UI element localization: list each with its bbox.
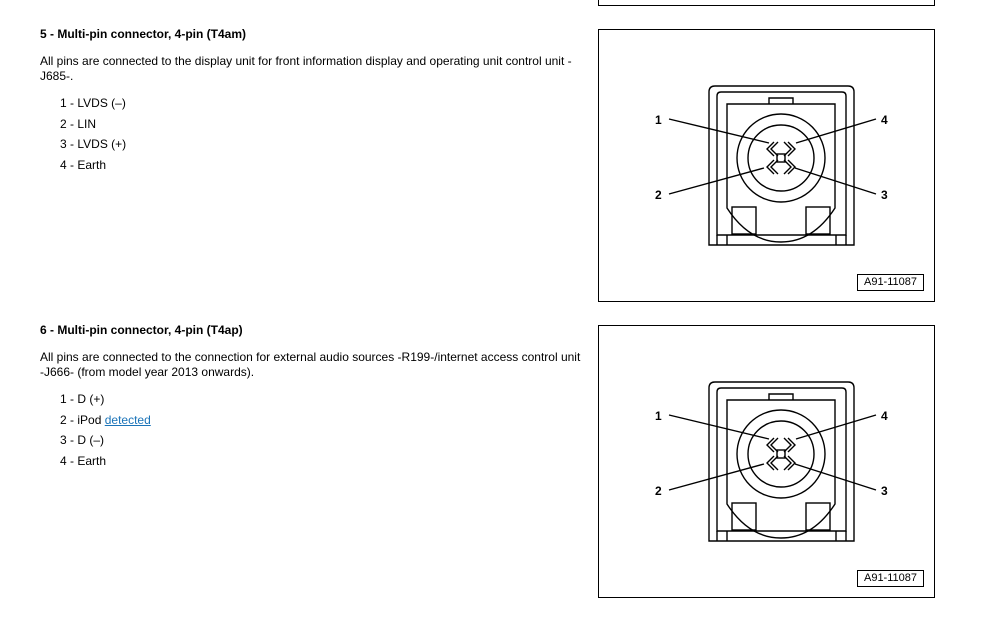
callout-4: 4 xyxy=(881,409,888,423)
pin-item: 2 - iPod detected xyxy=(60,412,151,427)
pin-label: Earth xyxy=(77,453,107,468)
pin-label: LVDS (–) xyxy=(77,96,126,110)
connector-drawing xyxy=(599,326,936,599)
pin-label: D (–) xyxy=(77,433,105,447)
pin-item: 1 - LVDS (–) xyxy=(60,96,126,110)
pin-list xyxy=(40,392,585,468)
pin-item: 3 - D (–) xyxy=(60,433,105,447)
callout-3: 3 xyxy=(881,484,888,498)
connector-figure-t4am xyxy=(598,29,935,302)
section-description: All pins are connected to the connection for external audio sources -R199-/internet access control unit -J666- (from model year 2013 onwards). xyxy=(40,350,581,379)
pin-label: iPod xyxy=(77,412,102,427)
pin-label: LVDS (+) xyxy=(77,137,127,151)
pin-number: 2 xyxy=(60,116,67,131)
pin-label: Earth xyxy=(77,157,107,172)
pin-item: 1 - D (+) xyxy=(60,392,105,406)
section-t4ap xyxy=(40,323,585,474)
pin-item: 2 - LIN xyxy=(60,116,97,131)
callout-2: 2 xyxy=(655,188,662,202)
callout-2: 2 xyxy=(655,484,662,498)
callout-1: 1 xyxy=(655,113,662,127)
pin-number: 2 xyxy=(60,412,67,427)
figure-code: A91-11087 xyxy=(857,274,924,291)
section-description: All pins are connected to the display unit for front information display and operating unit control unit -J685-. xyxy=(40,54,572,83)
pin-number: 3 xyxy=(60,433,67,447)
pin-list xyxy=(40,96,585,172)
pin-number: 4 xyxy=(60,157,67,172)
section-title: 6 - Multi-pin connector, 4-pin (T4ap) xyxy=(40,323,243,337)
callout-1: 1 xyxy=(655,409,662,423)
pin-item: 4 - Earth xyxy=(60,157,107,172)
pin-number: 3 xyxy=(60,137,67,151)
pin-item: 4 - Earth xyxy=(60,453,107,468)
section-title: 5 - Multi-pin connector, 4-pin (T4am) xyxy=(40,27,247,41)
detected-link[interactable]: detected xyxy=(104,412,151,427)
pin-number: 1 xyxy=(60,392,67,406)
figure-code: A91-11087 xyxy=(857,570,924,587)
pin-label: LIN xyxy=(77,116,97,131)
pin-number: 4 xyxy=(60,453,67,468)
section-t4am xyxy=(40,27,585,178)
callout-4: 4 xyxy=(881,113,888,127)
connector-drawing xyxy=(599,30,936,303)
previous-figure-frame xyxy=(598,0,935,6)
pin-item: 3 - LVDS (+) xyxy=(60,137,127,151)
pin-label: D (+) xyxy=(77,392,105,406)
callout-3: 3 xyxy=(881,188,888,202)
pin-number: 1 xyxy=(60,96,67,110)
connector-figure-t4ap xyxy=(598,325,935,598)
